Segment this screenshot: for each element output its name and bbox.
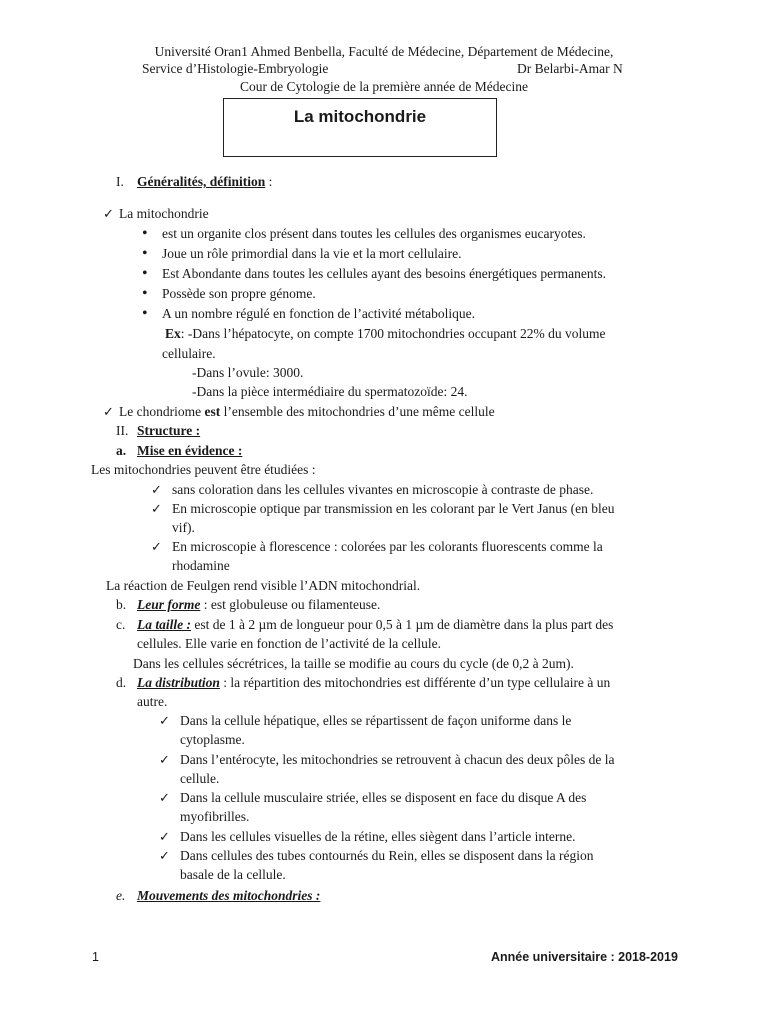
subsection-a-heading: Mise en évidence : <box>137 443 243 458</box>
check-item: En microscopie optique par transmission en les colorant par le Vert Janus (en bleu <box>172 501 615 516</box>
check-item: sans coloration dans les cellules vivantes en microscopie à contraste de phase. <box>172 482 594 497</box>
check-item: Dans l’entérocyte, les mitochondries se retrouvent à chacun des deux pôles de la <box>180 752 615 767</box>
mitochondrie-label: La mitochondrie <box>119 206 209 221</box>
subsection-d-text-1: : la répartition des mitochondries est différente d’un type cellulaire à un <box>219 675 611 690</box>
check-item: Dans les cellules visuelles de la rétine, elles siègent dans l’article interne. <box>180 829 576 844</box>
subsection-c-line-2: cellules. Elle varie en fonction de l’activité de la cellule. <box>137 636 441 651</box>
check-icon: ✓ <box>159 829 170 844</box>
section-1-heading <box>137 172 272 192</box>
bullet-item: est un organite clos présent dans toutes les cellules des organismes eucaryotes. <box>162 226 586 241</box>
header-line-1: Université Oran1 Ahmed Benbella, Faculté de Médecine, Département de Médecine, <box>154 44 614 59</box>
check-item: Dans la cellule hépatique, elles se répartissent de façon uniforme dans le <box>180 713 572 728</box>
check-item: Dans cellules des tubes contournés du Rein, elles se disposent dans la région <box>180 848 594 863</box>
example-label: Ex <box>165 326 181 341</box>
check-item-continuation: basale de la cellule. <box>180 867 286 882</box>
chondriome-definition <box>119 402 495 422</box>
chondriome-text-a: Le chondriome <box>119 404 205 419</box>
section-2-number: II. <box>116 423 129 438</box>
check-item-continuation: myofibrilles. <box>180 809 250 824</box>
section-1-number: I. <box>116 174 124 189</box>
check-icon: ✓ <box>151 501 162 516</box>
page-number: 1 <box>92 950 99 964</box>
bullet-icon: • <box>142 225 148 242</box>
example-line-2: cellulaire. <box>162 346 216 361</box>
subsection-d-line-1 <box>137 673 610 693</box>
bullet-item: Possède son propre génome. <box>162 286 316 301</box>
check-icon: ✓ <box>159 848 170 863</box>
check-icon: ✓ <box>159 713 170 728</box>
subsection-c-heading: La taille : <box>137 617 191 632</box>
subsection-b-text: : est globuleuse ou filamenteuse. <box>200 597 381 612</box>
section-1-heading-text: Généralités, définition <box>137 174 266 189</box>
subsection-b <box>137 595 380 615</box>
example-line-3: -Dans l’ovule: 3000. <box>192 365 304 380</box>
check-icon: ✓ <box>151 539 162 554</box>
check-icon: ✓ <box>103 404 114 419</box>
document-title: La mitochondrie <box>293 107 427 126</box>
bullet-item: A un nombre régulé en fonction de l’activité métabolique. <box>162 306 476 321</box>
feulgen-note: La réaction de Feulgen rend visible l’ADN mitochondrial. <box>106 578 421 593</box>
subsection-c-line-3: Dans les cellules sécrétrices, la taille se modifie au cours du cycle (de 0,2 à 2um). <box>133 656 574 671</box>
bullet-icon: • <box>142 285 148 302</box>
subsection-d-heading: La distribution <box>137 675 220 690</box>
subsection-c-letter: c. <box>116 617 126 632</box>
section-1-heading-colon: : <box>265 174 273 189</box>
header-course: Cour de Cytologie de la première année de Médecine <box>240 79 528 94</box>
subsection-a-letter: a. <box>116 443 127 458</box>
chondriome-text-c: l’ensemble des mitochondries d’une même cellule <box>220 404 495 419</box>
subsection-b-heading: Leur forme <box>137 597 201 612</box>
example-line-1 <box>165 324 606 344</box>
header-service: Service d’Histologie-Embryologie <box>142 61 329 76</box>
section-2-heading: Structure : <box>137 423 201 438</box>
bullet-icon: • <box>142 265 148 282</box>
check-icon: ✓ <box>159 790 170 805</box>
subsection-e-letter: e. <box>116 888 126 903</box>
check-item-continuation: vif). <box>172 520 195 535</box>
title-box <box>223 98 497 157</box>
check-item-continuation: cellule. <box>180 771 220 786</box>
subsection-d-letter: d. <box>116 675 127 690</box>
check-item: Dans la cellule musculaire striée, elles se disposent en face du disque A des <box>180 790 587 805</box>
bullet-item: Joue un rôle primordial dans la vie et la mort cellulaire. <box>162 246 462 261</box>
check-icon: ✓ <box>151 482 162 497</box>
check-item-continuation: cytoplasme. <box>180 732 245 747</box>
bullet-icon: • <box>142 305 148 322</box>
check-item-continuation: rhodamine <box>172 558 230 573</box>
subsection-c-line-1 <box>137 615 613 635</box>
check-item: En microscopie à florescence : colorées par les colorants fluorescents comme la <box>172 539 603 554</box>
check-icon: ✓ <box>159 752 170 767</box>
academic-year: Année universitaire : 2018-2019 <box>491 950 678 964</box>
bullet-item: Est Abondante dans toutes les cellules ayant des besoins énergétiques permanents. <box>162 266 607 281</box>
check-icon: ✓ <box>103 206 114 221</box>
example-text-1: : -Dans l’hépatocyte, on compte 1700 mitochondries occupant 22% du volume <box>180 326 606 341</box>
chondriome-text-b: est <box>204 404 221 419</box>
study-intro: Les mitochondries peuvent être étudiées : <box>91 462 316 477</box>
subsection-c-text-1: est de 1 à 2 µm de longueur pour 0,5 à 1 µm de diamètre dans la plus part des <box>191 617 614 632</box>
subsection-e-heading: Mouvements des mitochondries : <box>137 888 321 903</box>
subsection-b-letter: b. <box>116 597 127 612</box>
example-line-4: -Dans la pièce intermédiaire du spermatozoïde: 24. <box>192 384 468 399</box>
subsection-d-line-2: autre. <box>137 694 168 709</box>
bullet-icon: • <box>142 245 148 262</box>
header-author: Dr Belarbi-Amar N <box>517 61 623 76</box>
